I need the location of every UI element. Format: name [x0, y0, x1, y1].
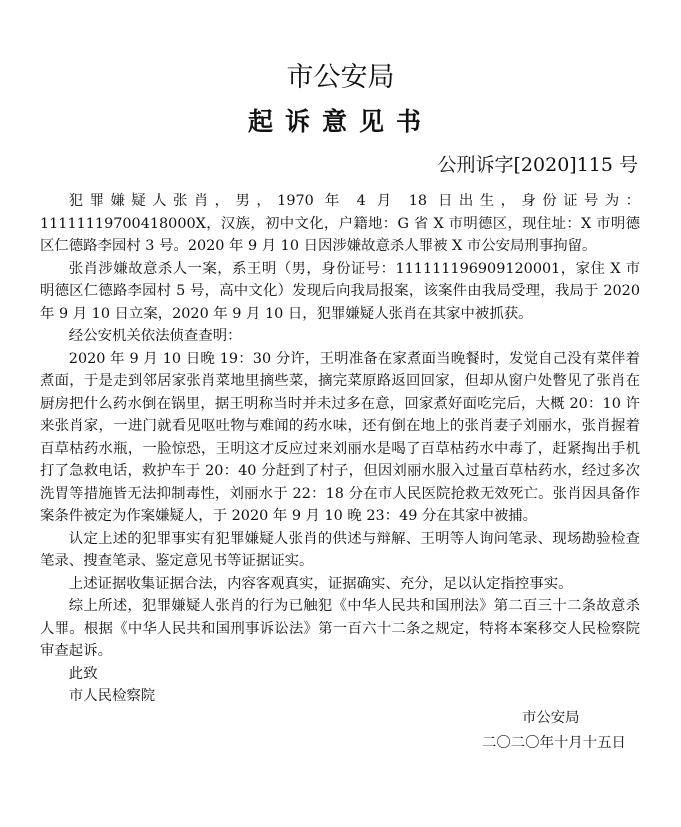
paragraph-investigation-intro: 经公安机关依法侦查查明：: [68, 328, 242, 344]
paragraph-closing: 此致: [68, 665, 98, 682]
issuing-agency: 市公安局: [286, 62, 395, 93]
paragraph-conclusion: 综上所述，犯罪嫌疑人张肖的行为已触犯《中华人民共和国刑法》第二百三十二条故意杀人罪。根据《中华人民共和国刑事诉讼法》第一百六十二条之规定，特将本案移交人民检察院审查起诉。: [40, 598, 640, 659]
paragraph-suspect-info: 犯罪嫌疑人张肖，男，1970 年 4 月 18 日出生，身份证号为：11111119700418000X，汉族，初中文化，户籍地：G 省 X 市明德区，现住址：X 市明德区仁德路李园村 3 号。2020 年 9 月 10 日因涉嫌故意杀人罪被 X 市公安局刑事拘留。: [40, 193, 640, 254]
paragraph-case-report: 张肖涉嫌故意杀人一案，系王明（男，身份证号：111111196909120001，家住 X 市明德区仁德路李园村 5 号，高中文化）发现后向我局报案，该案件由我局受理，我局于 2020 年 9 月 10 日立案，2020 年 9 月 10 日，犯罪嫌疑人张肖在其家中被抓获。: [40, 260, 640, 322]
signature-date: 二〇二〇年十月十五日: [482, 735, 626, 751]
paragraph-facts: 2020 年 9 月 10 日晚 19：30 分许，王明准备在家煮面当晚餐时，发觉自己没有菜伴着煮面，于是走到邻居家张肖菜地里摘些菜，摘完菜原路返回回家，但却从窗户处瞥见了张肖在厨房把什么药水倒在锅里，据王明称当时并未过多在意，回家煮好面吃完后，大概 20：10 许来张肖家，一进门就看见呕吐物与难闻的药水味，还有倒在地上的张肖妻子刘丽水，张肖握着百草枯药水瓶，一脸惊恐，王明这才反应过来刘丽水是喝了百草枯药水中毒了，赶紧掏出手机打了急救电话，救护车于 20：40 分赶到了村子，但因刘丽水服入过量百草枯药水，经过多次洗胃等措施皆无法抑制毒性，刘丽水于 22：18 分在市人民医院抢救无效死亡。张肖因具备作案条件被定为作案嫌疑人，于 2020 年 9 月 10 晚 23：49 分在其家中被捕。: [40, 350, 640, 524]
signature-org: 市公安局: [522, 710, 580, 726]
signature-block: [470, 706, 650, 756]
document-body: [40, 190, 640, 708]
paragraph-evidence: 认定上述的犯罪事实有犯罪嫌疑人张肖的供述与辩解、王明等人询问笔录、现场勘验检查笔录、搜查笔录、鉴定意见书等证据证实。: [40, 530, 640, 569]
document-number: 公刑诉字[2020]115 号: [437, 154, 638, 176]
paragraph-evidence-assessment: 上述证据收集证据合法，内容客观真实，证据确实、充分，足以认定指控事实。: [68, 575, 573, 592]
recipient: 市人民检察院: [68, 688, 156, 704]
document-title: 起诉意见书: [247, 107, 433, 136]
